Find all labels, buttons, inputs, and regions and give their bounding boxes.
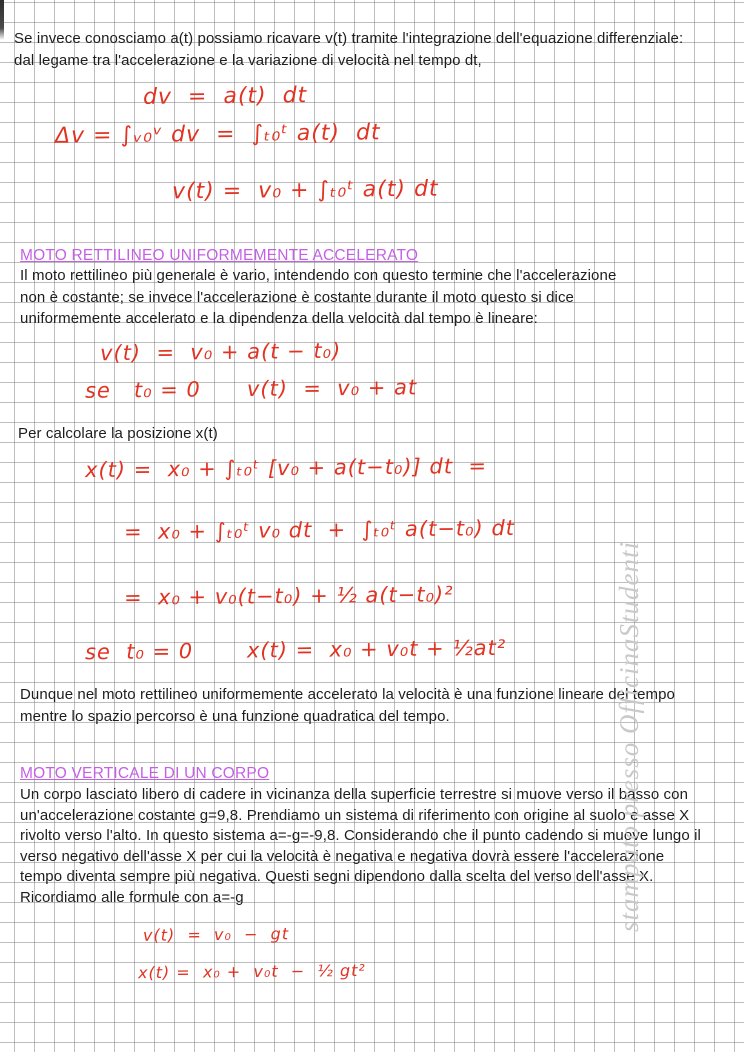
moto-rettilineo-paragraph	[20, 265, 616, 330]
formula-xt-t0-zero: se t₀ = 0 x(t) = x₀ + v₀t + ½at²	[84, 635, 507, 665]
text-line: rivolto verso l'alto. In questo sistema a=-g=-9,8. Considerando che il punto cadendo si muove lungo il	[20, 827, 701, 844]
intro-paragraph	[14, 28, 683, 71]
section-heading-moto-rettilineo: MOTO RETTILINEO UNIFORMEMENTE ACCELERATO	[20, 247, 419, 264]
formula-vt-integral: v(t) = v₀ + ∫ₜ₀ᵗ a(t) dt	[171, 176, 439, 205]
text-line: tempo diventa sempre più negativa. Questi segni dipendono dalla scelta del verso dell'asse X.	[20, 868, 654, 885]
watermark-text: stampato presso OfficinaStudenti	[614, 541, 644, 932]
moto-verticale-paragraph	[20, 785, 701, 908]
conclusion-paragraph	[20, 684, 675, 727]
section-heading-moto-verticale: MOTO VERTICALE DI UN CORPO	[20, 765, 270, 782]
text-line: Un corpo lasciato libero di cadere in vicinanza della superficie terrestre si muove verso il basso con	[20, 786, 689, 803]
text-line: dal legame tra l'accelerazione e la variazione di velocità nel tempo dt,	[14, 51, 482, 69]
formula-vt-t0-zero: se t₀ = 0 v(t) = v₀ + at	[84, 375, 418, 403]
position-intro	[18, 423, 218, 445]
text-line: Dunque nel moto rettilineo uniformemente accelerato la velocità è una funzione lineare del tempo	[20, 686, 675, 703]
formula-differential: dv = a(t) dt	[142, 83, 308, 110]
text-line: mentre lo spazio percorso è una funzione quadratica del tempo.	[20, 707, 450, 725]
scan-edge-mark	[0, 0, 4, 40]
text-line: Se invece conosciamo a(t) possiamo ricavare v(t) tramite l'integrazione dell'equazione differenziale:	[14, 30, 684, 47]
formula-xt-integral: x(t) = x₀ + ∫ₜ₀ᵗ [v₀ + a(t−t₀)] dt =	[84, 453, 488, 483]
formula-xt-gravity: x(t) = x₀ + v₀t − ½ gt²	[137, 960, 366, 983]
formula-xt-solved: = x₀ + v₀(t−t₀) + ½ a(t−t₀)²	[123, 582, 454, 610]
formula-xt-split: = x₀ + ∫ₜ₀ᵗ v₀ dt + ∫ₜ₀ᵗ a(t−t₀) dt	[123, 515, 516, 545]
text-line: Per calcolare la posizione x(t)	[18, 425, 218, 442]
text-line: Il moto rettilineo più generale è vario, intendendo con questo termine che l'accelerazione	[20, 267, 617, 284]
text-line: verso negativo dell'asse X per cui la velocità è negativa e negativa dovrà essere l'accelerazione	[20, 847, 665, 865]
text-line: Ricordiamo alle formule con a=-g	[20, 888, 244, 906]
formula-vt-linear: v(t) = v₀ + a(t − t₀)	[99, 338, 342, 366]
text-line: un'accelerazione costante g=9,8. Prendiamo un sistema di riferimento con origine al suolo e asse X	[20, 806, 690, 824]
text-line: non è costante; se invece l'accelerazione è costante durante il moto questo si dice	[20, 288, 574, 306]
formula-vt-gravity: v(t) = v₀ − gt	[142, 924, 290, 945]
text-line: uniformemente accelerato e la dipendenza della velocità dal tempo è lineare:	[20, 310, 538, 327]
formula-delta-v-integral: Δv = ∫ᵥ₀ᵛ dv = ∫ₜ₀ᵗ a(t) dt	[54, 120, 381, 149]
